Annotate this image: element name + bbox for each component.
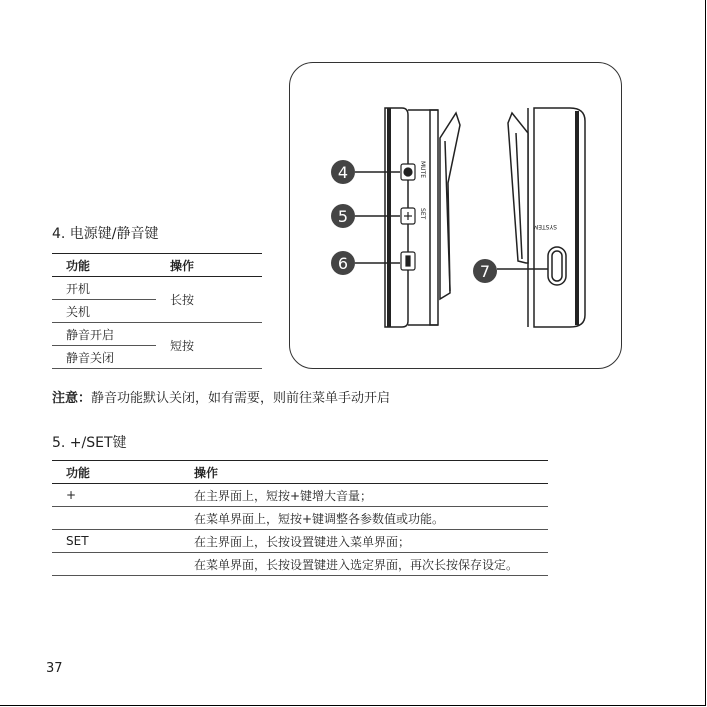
section5-table [52, 460, 548, 576]
note-text: 静音功能默认关闭，如有需要，则前往菜单手动开启 [91, 391, 391, 406]
function-cell [52, 553, 180, 576]
page-number: 37 [46, 661, 63, 676]
header-function: 功能 [52, 254, 156, 277]
callout-6-number: 6 [337, 254, 349, 273]
power-button [401, 252, 415, 270]
set-label: SET [419, 208, 426, 220]
operation-cell: 在主界面上，短按+键增大音量； [180, 484, 548, 507]
note [52, 387, 390, 406]
function-cell: SET [52, 530, 180, 553]
section5-title: 5. +/SET键 [52, 435, 127, 451]
callout-7-number: 7 [479, 262, 491, 281]
section4-table [52, 253, 262, 369]
header-operation: 操作 [156, 254, 262, 277]
right-device [508, 108, 585, 327]
set-button [401, 208, 415, 224]
operation-cell: 在菜单界面上，短按+键调整各参数值或功能。 [180, 507, 548, 530]
table-row [52, 323, 262, 346]
operation-cell: 长按 [156, 277, 262, 323]
function-cell: + [52, 484, 180, 507]
table-row [52, 277, 262, 300]
operation-cell: 短按 [156, 323, 262, 369]
header-function: 功能 [52, 461, 180, 484]
operation-cell: 在菜单界面，长按设置键进入选定界面，再次长按保存设定。 [180, 553, 548, 576]
callout-4-number: 4 [337, 163, 349, 182]
device-illustration [290, 63, 623, 370]
device-figure [289, 62, 622, 369]
function-cell: 开机 [52, 277, 156, 300]
table-row [52, 507, 548, 530]
header-operation: 操作 [180, 461, 548, 484]
table-row [52, 530, 548, 553]
operation-cell: 在主界面上，长按设置键进入菜单界面； [180, 530, 548, 553]
mute-button [401, 164, 415, 180]
section4-title: 4. 电源键/静音键 [52, 226, 159, 242]
note-label: 注意： [52, 391, 92, 406]
callout-5-number: 5 [337, 207, 349, 226]
function-cell: 静音关闭 [52, 346, 156, 369]
mute-label: MUTE [419, 161, 426, 179]
table-row [52, 553, 548, 576]
function-cell [52, 507, 180, 530]
system-label: SYSTEM [533, 223, 557, 230]
table-row [52, 484, 548, 507]
function-cell: 静音开启 [52, 323, 156, 346]
table-header-row [52, 254, 262, 277]
function-cell: 关机 [52, 300, 156, 323]
table-header-row [52, 461, 548, 484]
